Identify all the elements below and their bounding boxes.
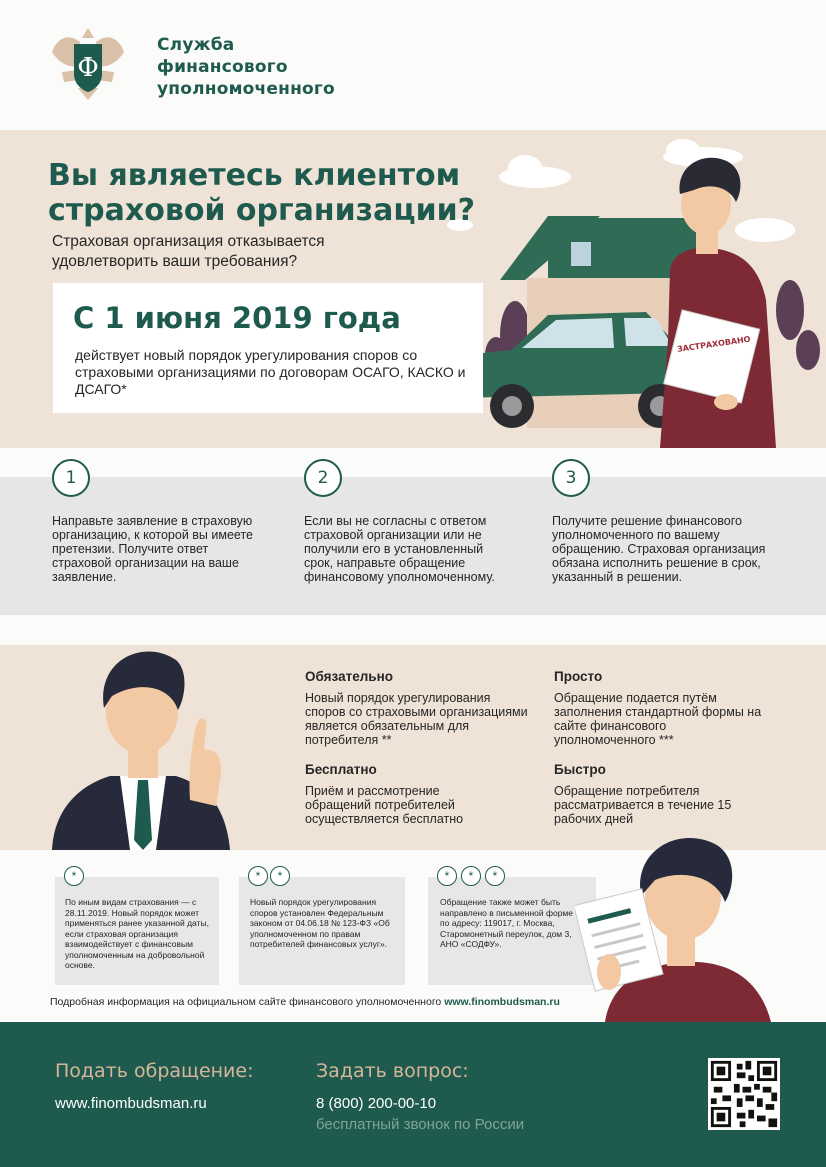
feature-title: Просто [554,669,603,684]
feature-title: Обязательно [305,669,393,684]
page-title-line: страховой организации? [48,193,476,228]
date-heading: С 1 июня 2019 года [73,301,401,335]
step-number-badge: 2 [304,459,342,497]
emblem-logo-icon [48,22,128,102]
page-title [48,158,475,228]
question-label: Задать вопрос: [316,1060,469,1082]
footnote-star-icon: * [64,866,84,886]
footnote-text: По иным видам страхования — с 28.11.2019. Новый порядок может применяться ранее указанной даты, если страховая организация взаимодействует с финансовым уполномоченным на добровольной основе. [65,897,209,970]
footnote-star-icon: * [485,866,505,886]
feature-title: Бесплатно [305,762,377,777]
hero-subtitle-line: Страховая организация отказывается [52,233,325,250]
org-name-line: уполномоченного [157,79,335,99]
org-name-line: Служба [157,35,235,55]
more-info-text: Подробная информация на официальном сайте финансового уполномоченного [50,996,442,1008]
step-text: Если вы не согласны с ответом страховой организации или не получили его в установленный срок, направьте обращение финансовому уполномоченному. [304,514,495,584]
footnote-star-icon: * [437,866,457,886]
footnote-star-icon: * [270,866,290,886]
step-number-badge: 3 [552,459,590,497]
date-description: действует новый порядок урегулирования споров со страховыми организациями по договорам ОСАГО, КАСКО и ДСАГО* [75,347,466,397]
feature-text: Обращение потребителя рассматривается в течение 15 рабочих дней [554,784,732,826]
submit-link[interactable]: www.finombudsman.ru [55,1095,207,1112]
phone-note: бесплатный звонок по России [316,1116,525,1133]
phone-number[interactable]: 8 (800) 200-00-10 [316,1095,437,1112]
org-name [157,34,335,100]
feature-text: Обращение подается путём заполнения стандартной формы на сайте финансового уполномоченного *** [554,691,762,747]
more-info-link[interactable]: www.finombudsman.ru [444,996,560,1008]
date-box [53,283,483,413]
footnote-text: Новый порядок урегулирования споров установлен Федеральным законом от 04.06.18 № 123-ФЗ «Об уполномоченном по правам потребителей финансовых услуг». [250,897,390,949]
org-name-line: финансового [157,57,288,77]
businessman-illustration [40,630,260,850]
hero-subtitle [52,232,325,272]
hero-subtitle-line: удовлетворить ваши требования? [52,253,298,270]
more-info [50,996,560,1008]
document-stamp-text: ЗАСТРАХОВАНО [676,334,752,354]
page-title-line: Вы являетесь клиентом [48,158,461,193]
footnote-star-icon: * [461,866,481,886]
step-text: Получите решение финансового уполномоченного по вашему обращению. Страховая организация обязана исполнить решение в срок, указанный в решении. [552,514,766,584]
qr-code-icon[interactable] [708,1058,780,1130]
step-number-badge: 1 [52,459,90,497]
feature-text: Приём и рассмотрение обращений потребителей осуществляется бесплатно [305,784,464,826]
footnote-text: Обращение также может быть направлено в письменной форме по адресу: 119017, г. Москва, Старомонетный переулок, дом 3, АНО «СОДФУ». [440,897,573,949]
submit-label: Подать обращение: [55,1060,254,1082]
footnote-star-icon: * [248,866,268,886]
feature-text: Новый порядок урегулирования споров со страховыми организациями является обязательным для потребителя ** [305,691,528,747]
reader-illustration [575,826,795,1022]
feature-title: Быстро [554,762,606,777]
logo-letter: Ф [77,53,99,83]
step-text: Направьте заявление в страховую организацию, к которой вы имеете претензии. Получите ответ страховой организации на ваше заявление. [52,514,253,584]
